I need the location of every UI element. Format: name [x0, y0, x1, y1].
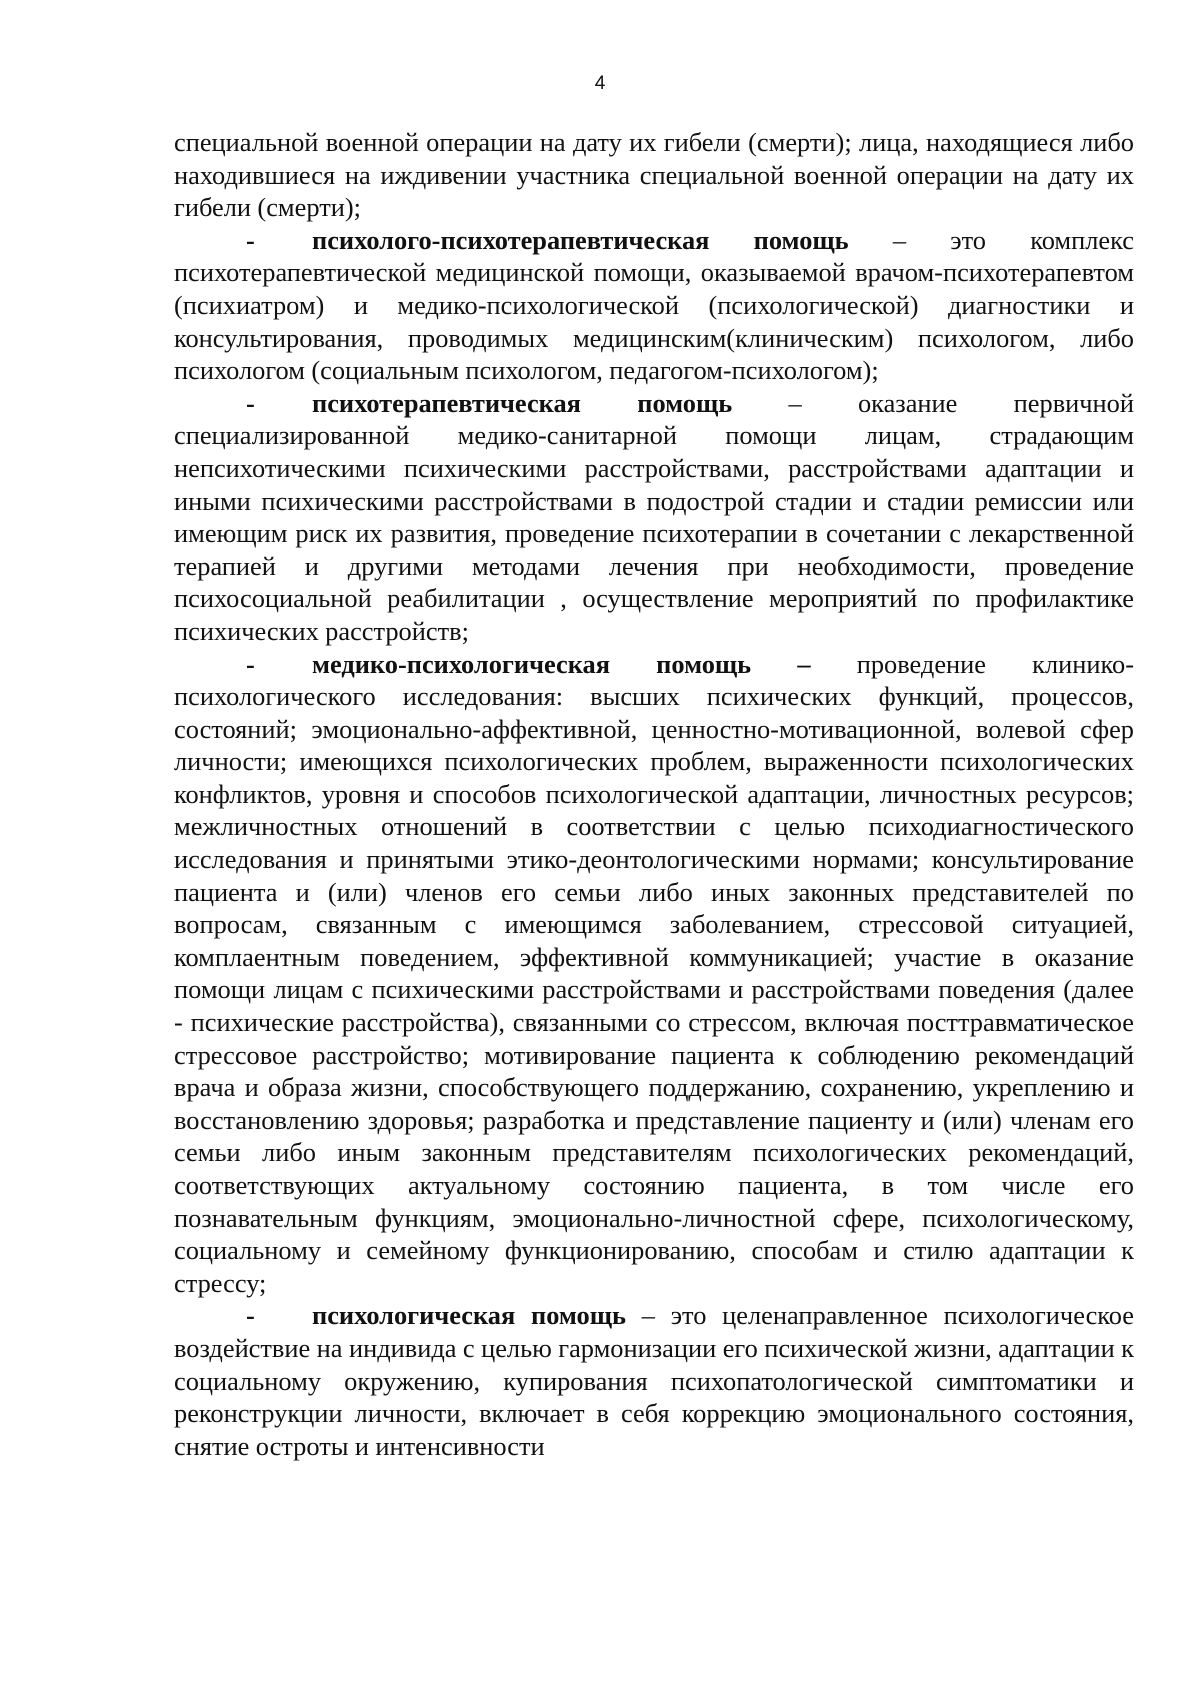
list-dash: - [246, 387, 255, 418]
definition-text: проведение клинико-психологического исследования: высших психических функций, процессов, состояний; эмоционально-аффективной, ценностно-мотивационной, волевой сфер личности; имеющихся психологических проблем, выраженности психологических конфликтов, уровня и способов психологической адаптации, личностных ресурсов; межличностных отношений в соответствии с целью психодиагностического исследования и принятыми этико-деонтологическими нормами; консультирование пациента и (или) членов его семьи либо иных законных представителей по вопросам, связанным с имеющимся заболеванием, стрессовой ситуацией, комплаентным поведением, эффективной коммуникацией; участие в оказание помощи лицам с психическими расстройствами и расстройствами поведения (далее - психические расстройства), связанными со стрессом, включая посттравматическое стрессовое расстройство; мотивирование пациента к соблюдению рекомендаций врача и образа жизни, способствующего поддержанию, сохранению, укреплению и восстановлению здоровья; разработка и представление пациенту и (или) членам его семьи либо иным законным представителям психологических рекомендаций, соответствующих актуальному состоянию пациента, в том числе его познавательным функциям, эмоционально-личностной сфере, психологическому, социальному и семейному функционированию, способам и стилю адаптации к стрессу; [174, 648, 1135, 1298]
list-dash: - [246, 648, 255, 679]
list-dash: - [246, 224, 255, 255]
definition-term: психологическая помощь [312, 1300, 626, 1331]
continuation-paragraph: специальной военной операции на дату их гибели (смерти); лица, находящиеся либо находившиеся на иждивении участника специальной военной операции на дату их гибели (смерти); [174, 127, 1134, 223]
document-body [174, 126, 1134, 1462]
definition-term: психолого-психотерапевтическая помощь [312, 224, 849, 255]
definition-psychological-psychotherapeutic-help [174, 224, 1134, 387]
page-number: 4 [594, 73, 606, 94]
definition-psychological-help [174, 1299, 1134, 1462]
definition-medical-psychological-help [174, 648, 1134, 1300]
definition-text: – это комплекс психотерапевтической медицинской помощи, оказываемой врачом-психотерапевтом (психиатром) и медико-психологической (психологической) диагностики и консультирования, проводимых медицинским(клиническим) психологом, либо психологом (социальным психологом, педагогом-психологом); [174, 224, 1134, 386]
definition-text: – оказание первичной специализированной медико-санитарной помощи лицам, страдающим непсихотическими психическими расстройствами, расстройствами адаптации и иными психическими расстройствами в подострой стадии и стадии ремиссии или имеющим риск их развития, проведение психотерапии в сочетании с лекарственной терапией и другими методами лечения при необходимости, проведение психосоциальной реабилитации , осуществление мероприятий по профилактике психических расстройств; [174, 387, 1134, 646]
definition-term: медико-психологическая помощь – [312, 648, 811, 679]
definition-term: психотерапевтическая помощь [312, 387, 733, 418]
definition-psychotherapeutic-help [174, 387, 1134, 648]
list-dash: - [246, 1300, 255, 1331]
definition-text: – это целенаправленное психологическое воздействие на индивида с целью гармонизации его психической жизни, адаптации к социальному окружению, купирования психопатологической симптоматики и реконструкции личности, включает в себя коррекцию эмоционального состояния, снятие остроты и интенсивности [174, 1300, 1134, 1461]
